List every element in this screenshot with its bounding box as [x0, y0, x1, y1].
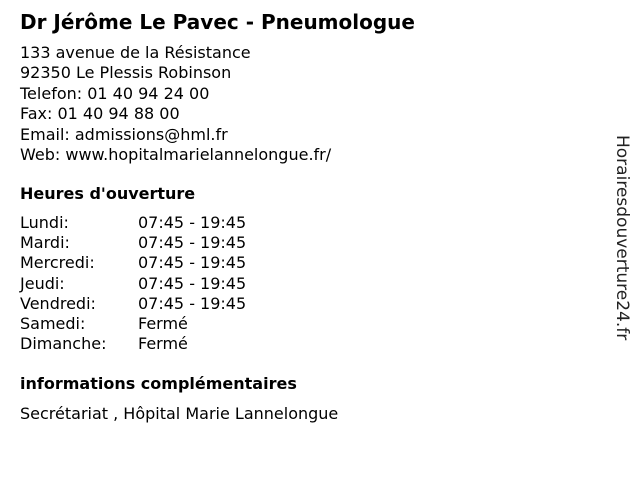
- additional-info-heading: informations complémentaires: [20, 374, 297, 393]
- site-watermark: [612, 135, 632, 370]
- additional-info-text: Secrétariat , Hôpital Marie Lannelongue: [20, 404, 339, 423]
- page-title: Dr Jérôme Le Pavec - Pneumologue: [20, 10, 415, 34]
- hours-day-label: Samedi:: [20, 313, 86, 333]
- hours-time-value: 07:45 - 19:45: [138, 213, 247, 232]
- hours-time-value: Fermé: [138, 334, 188, 354]
- hours-day-label: Dimanche:: [20, 334, 107, 354]
- hours-time-value: 07:45 - 19:45: [138, 233, 247, 253]
- fax-number: Fax: 01 40 94 88 00: [20, 104, 180, 124]
- address-street: 133 avenue de la Résistance: [20, 43, 251, 62]
- hours-day-label: Jeudi:: [20, 273, 65, 293]
- hours-day-label: Mercredi:: [20, 253, 95, 273]
- hours-day-label: Mardi:: [20, 233, 70, 253]
- hours-time-value: Fermé: [138, 313, 188, 333]
- contact-block: [20, 43, 331, 165]
- hours-day-label: Lundi:: [20, 213, 69, 232]
- opening-hours-heading: Heures d'ouverture: [20, 184, 196, 203]
- hours-time-value: 07:45 - 19:45: [138, 293, 247, 313]
- watermark-text: Horairesdouverture24.fr: [612, 135, 632, 341]
- phone-number[interactable]: Telefon: 01 40 94 24 00: [20, 83, 210, 103]
- hours-day-label: Vendredi:: [20, 293, 96, 313]
- email-address[interactable]: Email: admissions@hml.fr: [20, 124, 228, 144]
- hours-time-value: 07:45 - 19:45: [138, 273, 247, 293]
- address-city: 92350 Le Plessis Robinson: [20, 63, 232, 83]
- hours-time-value: 07:45 - 19:45: [138, 253, 247, 273]
- website-link[interactable]: Web: www.hopitalmarielannelongue.fr/: [20, 145, 332, 165]
